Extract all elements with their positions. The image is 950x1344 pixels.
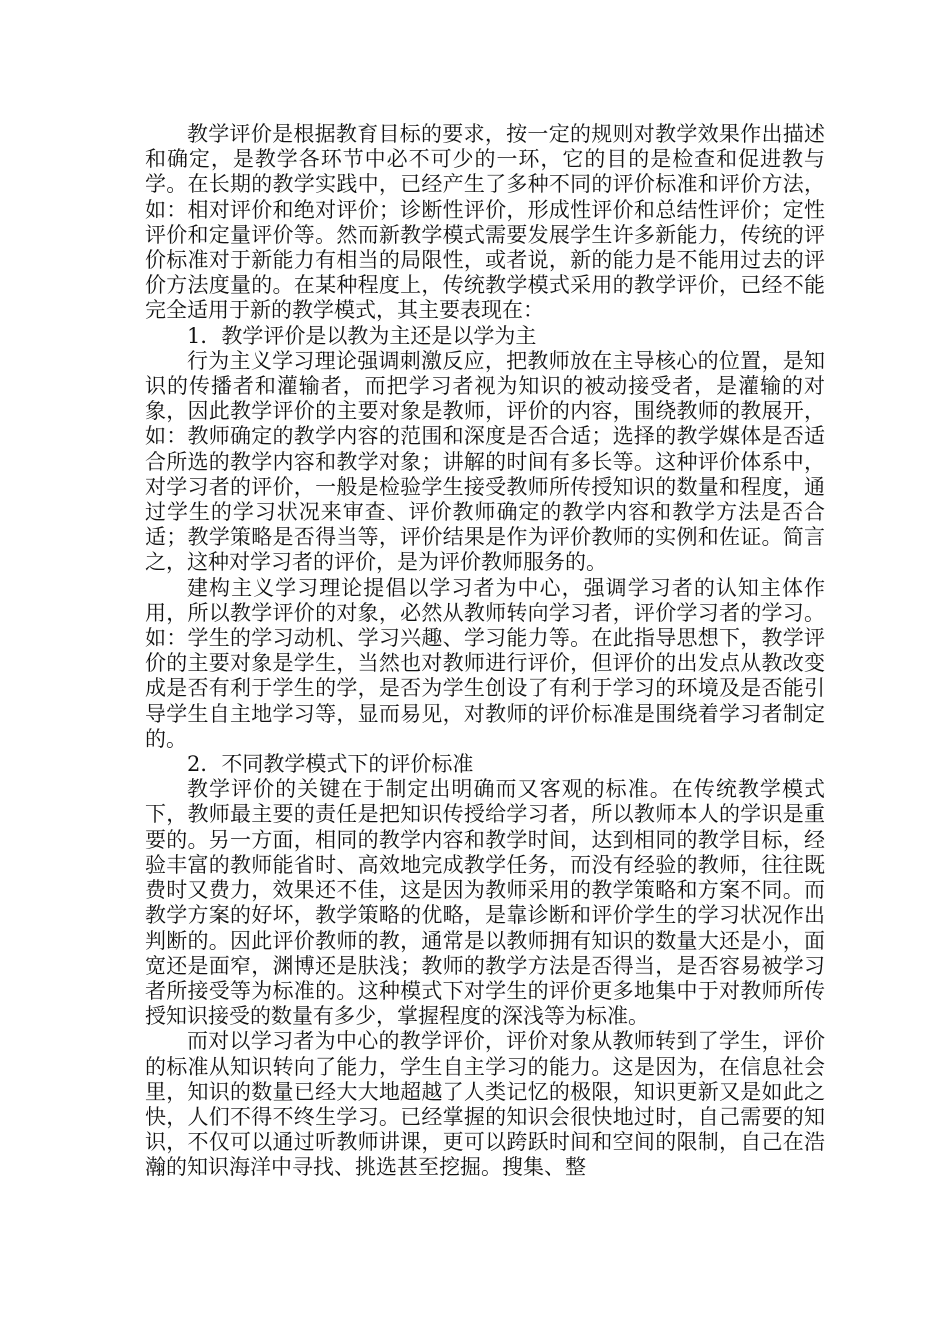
paragraph-constructivism: 建构主义学习理论提倡以学习者为中心，强调学习者的认知主体作用，所以教学评价的对象，必然从教师转向学习者，评价学习者的学习。如：学生的学习动机、学习兴趣、学习能力等。在此指导思想下，教学评价的主要对象是学生，当然也对教师进行评价，但评价的出发点从教改变成是否有利于学生的学，是否为学生创设了有利于学习的环境及是否能引导学生自主地学习等，显而易见，对教师的评价标准是围绕着学习者制定的。 bbox=[145, 575, 825, 751]
section-heading-1: 1．教学评价是以教为主还是以学为主 bbox=[187, 323, 537, 348]
section-heading-2: 2．不同教学模式下的评价标准 bbox=[187, 752, 474, 777]
paragraph-learner-centered: 而对以学习者为中心的教学评价，评价对象从教师转到了学生，评价的标准从知识转向了能力，学生自主学习的能力。这是因为，在信息社会里，知识的数量已经大大地超越了人类记忆的极限，知识更新又是如此之快，人们不得不终生学习。已经掌握的知识会很快地过时，自己需要的知识，不仅可以通过听教师讲课，更可以跨跃时间和空间的限制，自己在浩瀚的知识海洋中寻找、挑选甚至挖掘。搜集、整 bbox=[145, 1029, 825, 1180]
paragraph-evaluation-standards: 教学评价的关键在于制定出明确而又客观的标准。在传统教学模式下，教师最主要的责任是把知识传授给学习者，所以教师本人的学识是重要的。另一方面，相同的教学内容和教学时间，达到相同的教学目标，经验丰富的教师能省时、高效地完成教学任务，而没有经验的教师，往往既费时又费力，效果还不佳，这是因为教师采用的教学策略和方案不同。而教学方案的好坏，教学策略的优略，是靠诊断和评价学生的学习状况作出判断的。因此评价教师的教，通常是以教师拥有知识的数量大还是小，面宽还是面窄，渊博还是肤浅；教师的教学方法是否得当，是否容易被学习者所接受等为标准的。这种模式下对学生的评价更多地集中于对教师所传授知识接受的数量有多少，掌握程度的深浅等为标准。 bbox=[145, 777, 825, 1029]
document-page bbox=[145, 122, 825, 1181]
paragraph-intro: 教学评价是根据教育目标的要求，按一定的规则对教学效果作出描述和确定，是教学各环节中必不可少的一环，它的目的是检查和促进教与学。在长期的教学实践中，已经产生了多种不同的评价标准和评价方法，如：相对评价和绝对评价；诊断性评价，形成性评价和总结性评价；定性评价和定量评价等。然而新教学模式需要发展学生许多新能力，传统的评价标准对于新能力有相当的局限性，或者说，新的能力是不能用过去的评价方法度量的。在某种程度上，传统教学模式采用的教学评价，已经不能完全适用于新的教学模式，其主要表现在： bbox=[145, 122, 825, 323]
paragraph-behaviorism: 行为主义学习理论强调刺激反应，把教师放在主导核心的位置，是知识的传播者和灌输者，而把学习者视为知识的被动接受者，是灌输的对象，因此教学评价的主要对象是教师，评价的内容，围绕教师的教展开，如：教师确定的教学内容的范围和深度是否合适；选择的教学媒体是否适合所选的教学内容和教学对象；讲解的时间有多长等。这种评价体系中，对学习者的评价，一般是检验学生接受教师所传授知识的数量和程度，通过学生的学习状况来审查、评价教师确定的教学内容和教学方法是否合适；教学策略是否得当等，评价结果是作为评价教师的实例和佐证。简言之，这种对学习者的评价，是为评价教师服务的。 bbox=[145, 348, 825, 575]
